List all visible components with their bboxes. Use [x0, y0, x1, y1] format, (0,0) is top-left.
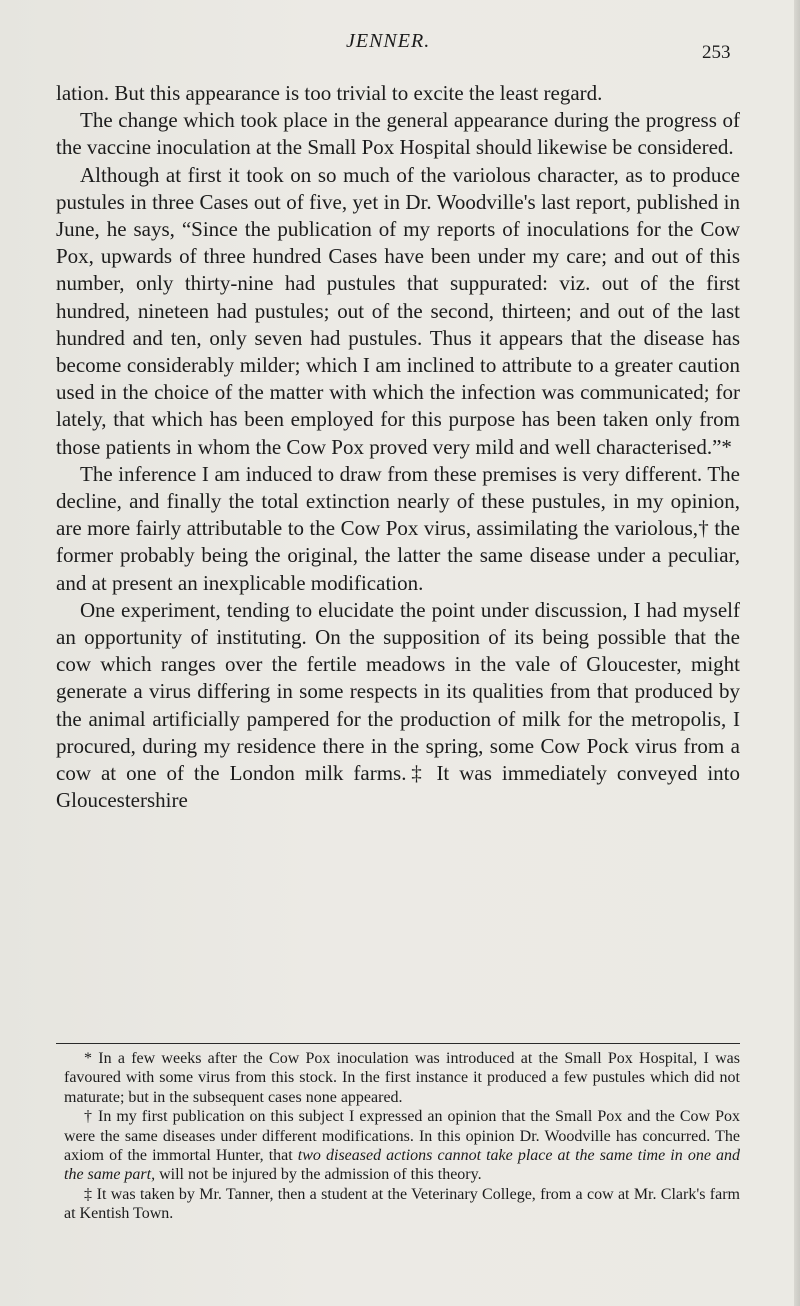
footnote-dagger-text: † In my first publication on this subject I expressed an opinion that the Small Pox and the Cow Pox were the same diseases under different modifications. In this opinion Dr. Woodville has concurred. The axiom of the immortal Hunter, that	[64, 1108, 740, 1165]
paragraph: The inference I am induced to draw from these premises is very different. The decline, and finally the total extinction nearly of these pustules, in my opinion, are more fairly attributable to the Cow Pox virus, assimilating the variolous,† the former probably being the original, the latter the same disease under a peculiar, and at present an inexplicable modification.	[56, 461, 740, 595]
paragraph: The change which took place in the general appearance during the progress of the vaccine inoculation at the Small Pox Hospital should likewise be considered.	[56, 108, 740, 160]
footnotes	[64, 1049, 740, 1224]
page-number: 253	[702, 42, 731, 63]
body-text	[56, 80, 740, 814]
paragraph-continued: lation. But this appearance is too trivial to excite the least regard.	[56, 81, 603, 105]
paragraph: One experiment, tending to elucidate the point under discussion, I had myself an opportunity of instituting. On the supposition of its being possible that the cow which ranges over the fertile meadows in the vale of Gloucester, might generate a virus differing in some respects in its qualities from that produced by the animal artificially pampered for the production of milk for the metropolis, I procured, during my residence there in the spring, some Cow Pock virus from a cow at one of the London milk farms.‡ It was immediately conveyed into Gloucestershire	[56, 597, 740, 813]
running-head	[0, 30, 800, 63]
footnote-divider	[56, 1043, 740, 1044]
footnote-asterisk: * In a few weeks after the Cow Pox inoculation was introduced at the Small Pox Hospital, I was favoured with some virus from this stock. In the first instance it produced a few pustules which did not maturate; but in the subsequent cases none appeared.	[64, 1050, 740, 1106]
page-edge-shadow	[794, 0, 800, 1306]
paragraph: Although at first it took on so much of the variolous character, as to produce pustules in three Cases out of five, yet in Dr. Woodville's last report, published in June, he says, “Since the publication of my reports of inoculations for the Cow Pox, upwards of three hundred Cases have been under my care; and out of this number, only thirty-nine had pustules that suppurated: viz. out of the first hundred, nineteen had pustules; out of the second, thirteen; and out of the last hundred and ten, only seven had pustules. Thus it appears that the disease has become considerably milder; which I am inclined to attribute to a greater caution used in the choice of the matter with which the infection was communicated; for lately, that which has been employed for this purpose has been taken only from those patients in whom the Cow Pox proved very mild and well characterised.”*	[56, 162, 740, 459]
footnote-dagger-tail: will not be injured by the admission of this theory.	[155, 1166, 482, 1184]
footnote-dagger	[64, 1107, 740, 1185]
running-title: JENNER.	[346, 30, 431, 52]
footnote-double-dagger: ‡ It was taken by Mr. Tanner, then a student at the Veterinary College, from a cow at Mr. Clark's farm at Kentish Town.	[64, 1185, 740, 1223]
footnote-dagger-italic: two diseased actions cannot take place at the same time in one and the same part,	[64, 1147, 741, 1184]
